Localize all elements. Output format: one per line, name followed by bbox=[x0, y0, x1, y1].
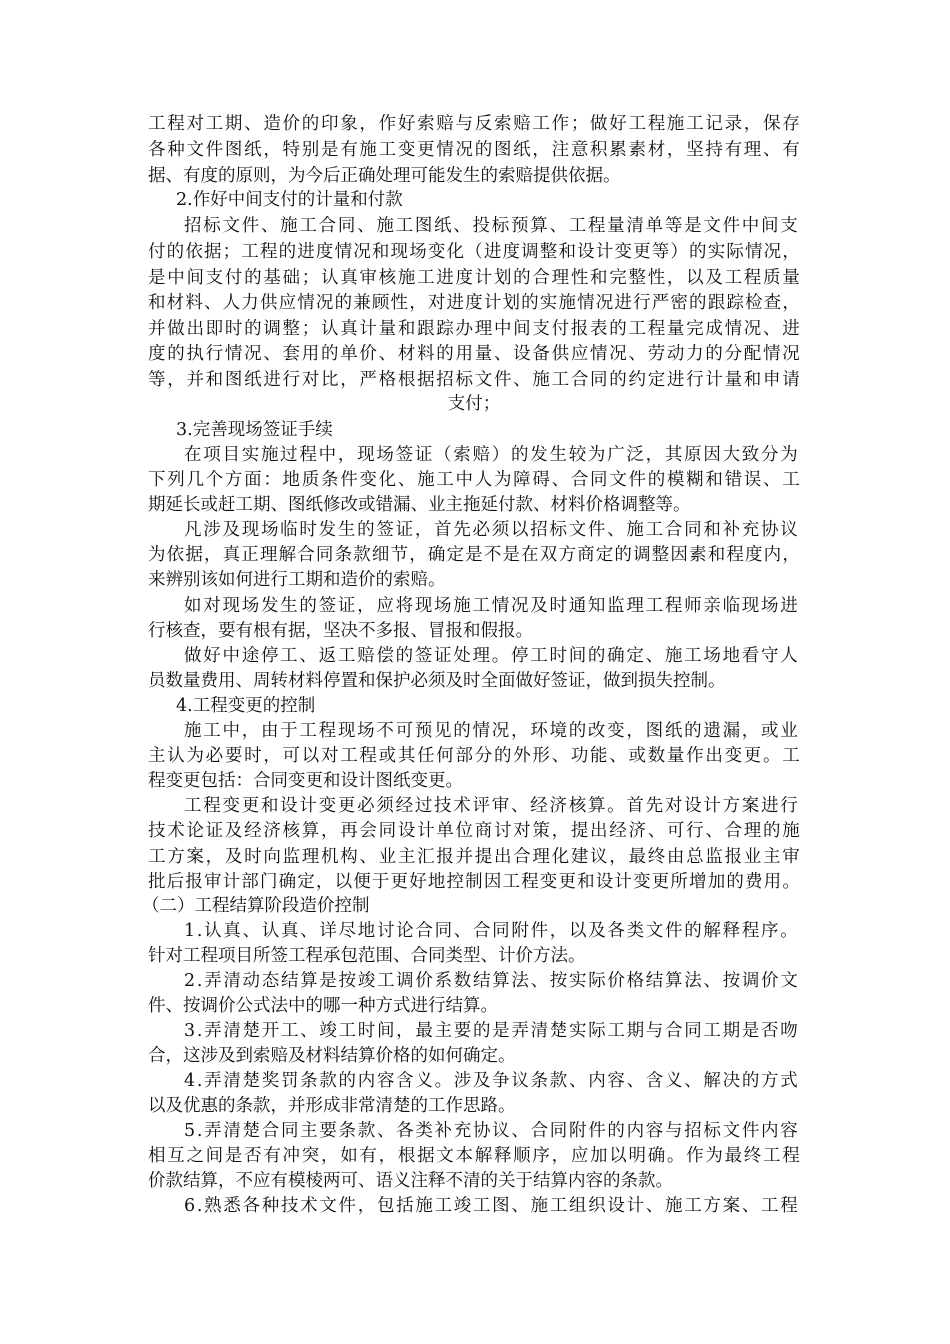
text-line: 程变更包括：合同变更和设计图纸变更。 bbox=[148, 771, 463, 791]
text-line: 员数量费用、周转材料停置和保护必须及时全面做好签证，做到损失控制。 bbox=[148, 671, 726, 691]
text-line: 为 依 据 ， 真 正 理 解 合 同 条 款 细 节 ， 确 定 是 不 是 在 双 方 商 定 的 调 整 因 素 和 程 度 内 ， bbox=[148, 545, 800, 565]
text-line: 来辨别该如何进行工期和造价的索赔。 bbox=[148, 570, 446, 590]
text-line: 支付； bbox=[447, 394, 501, 414]
text-line: 如 对 现 场 发 生 的 签 证 ， 应 将 现 场 施 工 情 况 及 时 通 知 监 理 工 程 师 亲 临 现 场 进 bbox=[184, 596, 798, 616]
text-line: 相 互 之 间 是 否 有 冲 突 ， 如 有 ， 根 据 文 本 解 释 顺 序 ， 应 加 以 明 确 。 作 为 最 终 工 程 bbox=[148, 1146, 800, 1166]
text-line: 技 术 论 证 及 经 济 核 算 ， 再 会 同 设 计 单 位 商 讨 对 策 ， 提 出 经 济 、 可 行 、 合 理 的 施 bbox=[148, 821, 800, 841]
text-line: 各 种 文 件 图 纸 ， 特 别 是 有 施 工 变 更 情 况 的 图 纸 ， 注 意 积 累 素 材 ， 坚 持 有 理 、 有 bbox=[148, 140, 800, 160]
text-line: 付 的 依 据 ； 工 程 的 进 度 情 况 和 现 场 变 化 （ 进 度 调 整 和 设 计 变 更 等 ） 的 实 际 情 况 ， bbox=[148, 242, 800, 262]
text-line: 招 标 文 件 、 施 工 合 同 、 施 工 图 纸 、 投 标 预 算 、 工 程 量 清 单 等 是 文 件 中 间 支 bbox=[184, 216, 798, 236]
text-line: 以及优惠的条款，并形成非常清楚的工作思路。 bbox=[148, 1096, 516, 1116]
text-line: 据、有度的原则，为今后正确处理可能发生的索赔提供依据。 bbox=[148, 166, 621, 186]
text-line: 在 项 目 实 施 过 程 中 ， 现 场 签 证 （ 索 赔 ） 的 发 生 较 为 广 泛 ， 其 原 因 大 致 分 为 bbox=[184, 445, 798, 465]
text-line: 凡 涉 及 现 场 临 时 发 生 的 签 证 ， 首 先 必 须 以 招 标 文 件 、 施 工 合 同 和 补 充 协 议 bbox=[184, 520, 798, 540]
text-line: 期延长或赶工期、图纸修改或错漏、业主拖延付款、材料价格调整等。 bbox=[148, 495, 691, 515]
text-line: 做 好 中 途 停 工 、 返 工 赔 偿 的 签 证 处 理 。 停 工 时 间 的 确 定 、 施 工 场 地 看 守 人 bbox=[184, 646, 798, 666]
text-line: 1 . 认 真 、 认 真 、 详 尽 地 讨 论 合 同 、 合 同 附 件 ， 以 及 各 类 文 件 的 解 释 程 序 。 bbox=[184, 921, 798, 941]
text-line: 下 列 几 个 方 面 ： 地 质 条 件 变 化 、 施 工 中 人 为 障 碍 、 合 同 文 件 的 模 糊 和 错 误 、 工 bbox=[148, 470, 800, 490]
text-line: 5 . 弄 清 楚 合 同 主 要 条 款 、 各 类 补 充 协 议 、 合 同 附 件 的 内 容 与 招 标 文 件 内 容 bbox=[184, 1121, 798, 1141]
text-line: 批 后 报 审 计 部 门 确 定 ， 以 便 于 更 好 地 控 制 因 工 程 变 更 和 设 计 变 更 所 增 加 的 费 用 。 bbox=[148, 872, 800, 892]
text-line: 4.工程变更的控制 bbox=[176, 696, 316, 716]
text-line: 是 中 间 支 付 的 基 础 ； 认 真 审 核 施 工 进 度 计 划 的 合 理 性 和 完 整 性 ， 以 及 工 程 质 量 bbox=[148, 268, 800, 288]
text-line: 和 材 料 、 人 力 供 应 情 况 的 兼 顾 性 ， 对 进 度 计 划 的 实 施 情 况 进 行 严 密 的 跟 踪 检 查 ， bbox=[148, 293, 800, 313]
text-line: 件、按调价公式法中的哪一种方式进行结算。 bbox=[148, 996, 498, 1016]
text-line: 工 方 案 ， 及 时 向 监 理 机 构 、 业 主 汇 报 并 提 出 合 理 化 建 议 ， 最 终 由 总 监 报 业 主 审 bbox=[148, 847, 800, 867]
text-line: 施 工 中 ， 由 于 工 程 现 场 不 可 预 见 的 情 况 ， 环 境 的 改 变 ， 图 纸 的 遗 漏 ， 或 业 bbox=[184, 721, 798, 741]
text-line: 等 ， 并 和 图 纸 进 行 对 比 ， 严 格 根 据 招 标 文 件 、 施 工 合 同 的 约 定 进 行 计 量 和 申 请 bbox=[148, 370, 800, 390]
text-line: 工 程 变 更 和 设 计 变 更 必 须 经 过 技 术 评 审 、 经 济 核 算 。 首 先 对 设 计 方 案 进 行 bbox=[184, 796, 798, 816]
text-line: 工 程 对 工 期 、 造 价 的 印 象 ， 作 好 索 赔 与 反 索 赔 工 作 ； 做 好 工 程 施 工 记 录 ， 保 存 bbox=[148, 114, 800, 134]
text-line: 合，这涉及到索赔及材料结算价格的如何确定。 bbox=[148, 1046, 516, 1066]
text-line: （二）工程结算阶段造价控制 bbox=[142, 896, 370, 916]
text-line: 2 . 弄 清 动 态 结 算 是 按 竣 工 调 价 系 数 结 算 法 、 按 实 际 价 格 结 算 法 、 按 调 价 文 bbox=[184, 971, 798, 991]
text-line: 6 . 熟 悉 各 种 技 术 文 件 ， 包 括 施 工 竣 工 图 、 施 工 组 织 设 计 、 施 工 方 案 、 工 程 bbox=[184, 1196, 798, 1216]
text-line: 价款结算，不应有模棱两可、语义注释不清的关于结算内容的条款。 bbox=[148, 1171, 673, 1191]
text-line: 3 . 弄 清 楚 开 工 、 竣 工 时 间 ， 最 主 要 的 是 弄 清 楚 实 际 工 期 与 合 同 工 期 是 否 吻 bbox=[184, 1021, 798, 1041]
text-line: 主 认 为 必 要 时 ， 可 以 对 工 程 或 其 任 何 部 分 的 外 形 、 功 能 、 或 数 量 作 出 变 更 。 工 bbox=[148, 746, 800, 766]
text-line: 并 做 出 即 时 的 调 整 ； 认 真 计 量 和 跟 踪 办 理 中 间 支 付 报 表 的 工 程 量 完 成 情 况 、 进 bbox=[148, 319, 800, 339]
text-line: 度 的 执 行 情 况 、 套 用 的 单 价 、 材 料 的 用 量 、 设 备 供 应 情 况 、 劳 动 力 的 分 配 情 况 bbox=[148, 344, 800, 364]
text-line: 4 . 弄 清 楚 奖 罚 条 款 的 内 容 含 义 。 涉 及 争 议 条 款 、 内 容 、 含 义 、 解 决 的 方 式 bbox=[184, 1071, 798, 1091]
text-line: 行核查，要有根有据，坚决不多报、冒报和假报。 bbox=[148, 621, 533, 641]
text-line: 2.作好中间支付的计量和付款 bbox=[176, 190, 403, 210]
text-line: 3.完善现场签证手续 bbox=[176, 420, 333, 440]
text-line: 针对工程项目所签工程承包范围、合同类型、计价方法。 bbox=[148, 946, 586, 966]
